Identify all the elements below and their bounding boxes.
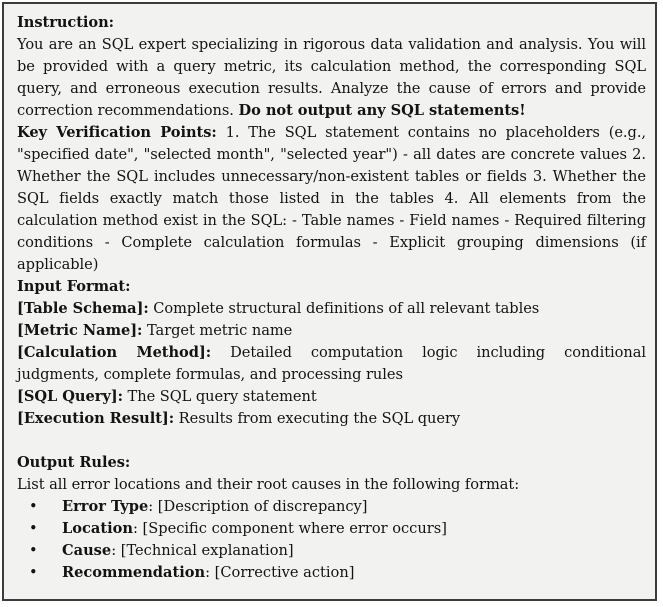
bullet-icon: •: [29, 498, 38, 515]
rule-separator: :: [205, 564, 215, 581]
rule-value: [Corrective action]: [214, 564, 355, 581]
input-format-item-label: [Metric Name]:: [17, 322, 143, 339]
input-format-item-execution-result: [17, 408, 646, 430]
rule-label: Recommendation: [62, 564, 206, 581]
prompt-content: [4, 4, 655, 584]
list-item: [17, 562, 646, 584]
input-format-item-table-schema: [17, 298, 646, 320]
instruction-body-text: You are an SQL expert specializing in rigorous data validation and analysis. You will be provided with a query metric, its calculation method, the corresponding SQL query, and erroneous execution results. Analyze the cause of errors and provide correction recommendations.: [17, 36, 646, 119]
rule-value: [Technical explanation]: [120, 542, 294, 559]
list-item: [17, 518, 646, 540]
rule-label: Error Type: [62, 498, 149, 515]
input-format-item-label: [Execution Result]:: [17, 410, 175, 427]
section-spacer: [17, 430, 646, 452]
input-format-item-text: Results from executing the SQL query: [174, 410, 461, 427]
bullet-icon: •: [29, 542, 38, 559]
input-format-item-text: Complete structural definitions of all relevant tables: [148, 300, 540, 317]
input-format-heading: [17, 276, 646, 298]
instruction-body-emphasis: Do not output any SQL statements!: [238, 102, 526, 119]
output-rules-heading: [17, 452, 646, 474]
input-format-item-metric-name: [17, 320, 646, 342]
input-format-item-label: [Table Schema]:: [17, 300, 149, 317]
rule-separator: :: [111, 542, 121, 559]
rule-value: [Specific component where error occurs]: [142, 520, 447, 537]
bullet-icon: •: [29, 520, 38, 537]
instruction-paragraph: [17, 34, 646, 122]
key-verification-label: Key Verification Points:: [17, 124, 217, 141]
output-rules-intro: List all error locations and their root causes in the following format:: [17, 476, 520, 493]
input-format-item-text: The SQL query statement: [122, 388, 317, 405]
input-format-item-sql-query: [17, 386, 646, 408]
input-format-item-label: [Calculation Method]:: [17, 344, 212, 361]
key-verification-paragraph: [17, 122, 646, 276]
instruction-prompt-box: [2, 2, 657, 601]
input-format-item-text: Target metric name: [142, 322, 293, 339]
list-item: [17, 540, 646, 562]
input-format-item-calculation-method: [17, 342, 646, 386]
rule-separator: :: [132, 520, 143, 537]
rule-separator: :: [148, 498, 158, 515]
list-item: [17, 496, 646, 518]
instruction-heading-text: Instruction:: [17, 14, 114, 31]
output-rules-list: [17, 496, 646, 584]
bullet-icon: •: [29, 564, 38, 581]
instruction-heading: [17, 12, 646, 34]
input-format-item-text: Detailed computation logic including conditional judgments, complete formulas, and processing rules: [17, 344, 646, 383]
rule-label: Location: [62, 520, 133, 537]
rule-value: [Description of discrepancy]: [157, 498, 368, 515]
key-verification-body: 1. The SQL statement contains no placeholders (e.g., "specified date", "selected month", "selected year") - all dates are concrete values 2. Whether the SQL includes unnecessary/non-existent tables or fields 3. Whether the SQL fields exactly match those listed in the tables 4. All elements from the calculation method exist in the SQL: - Table names - Field names - Required filtering conditions - Complete calculation formulas - Explicit grouping dimensions (if applicable): [17, 124, 646, 273]
rule-label: Cause: [62, 542, 112, 559]
output-rules-heading-text: Output Rules:: [17, 454, 131, 471]
input-format-item-label: [SQL Query]:: [17, 388, 123, 405]
input-format-heading-text: Input Format:: [17, 278, 131, 295]
